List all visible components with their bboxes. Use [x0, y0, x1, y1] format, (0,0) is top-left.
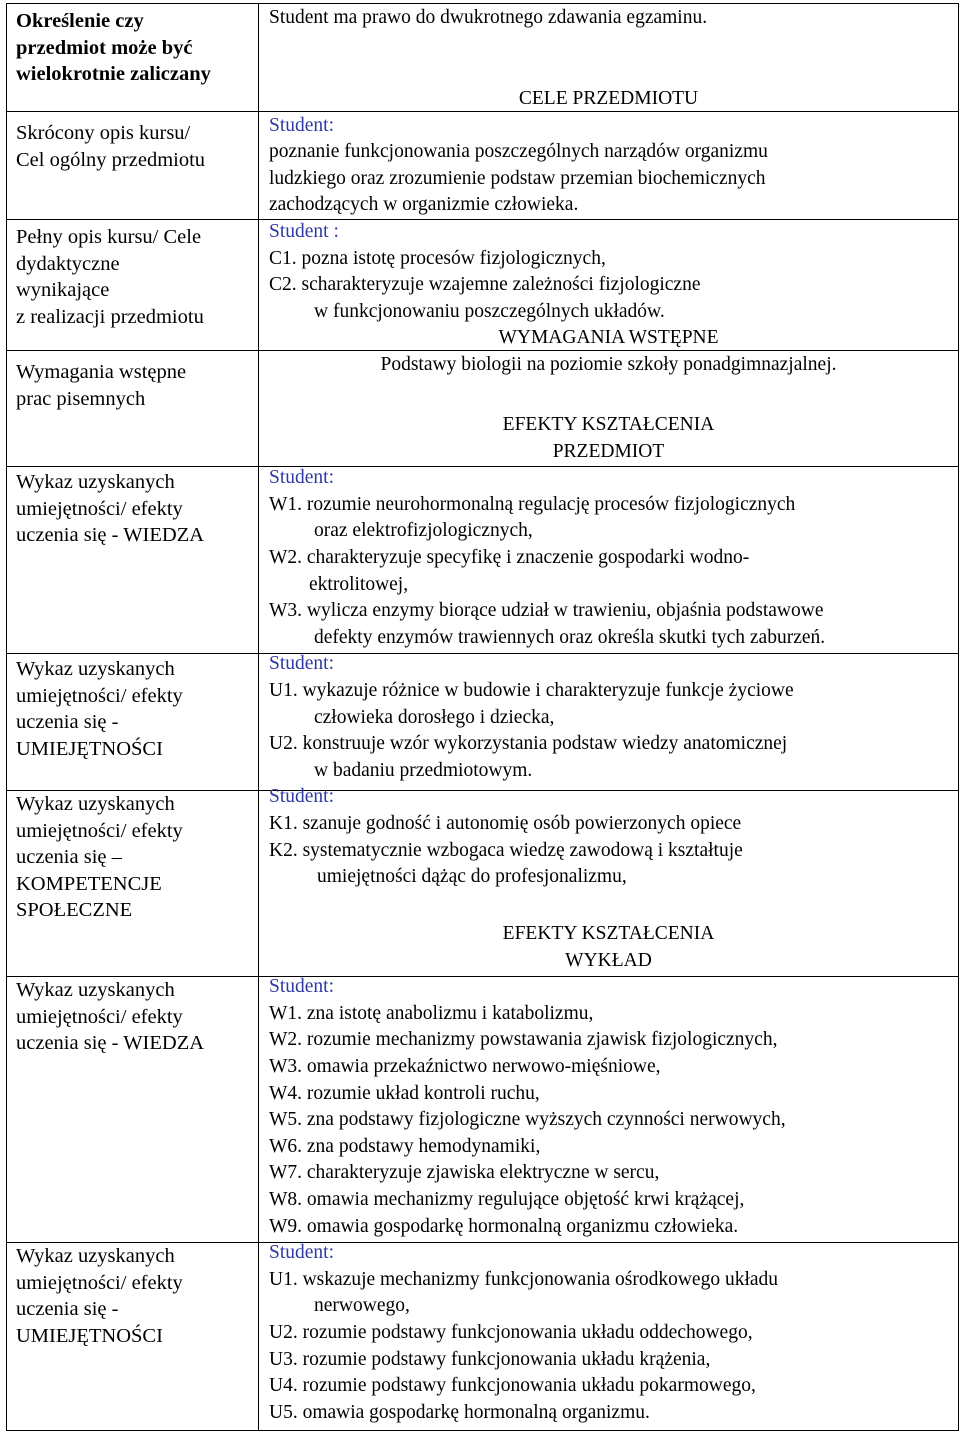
- student-label: Student:: [269, 653, 335, 675]
- outcome-item: K1. szanuje godność i autonomię osób powierzonych opiece: [269, 812, 742, 834]
- outcome-item-continuation: nerwowego,: [314, 1295, 410, 1317]
- student-label: Student:: [269, 976, 335, 998]
- row-label: Pełny opis kursu/ Cele dydaktyczne wynikające z realizacji przedmiotu: [16, 226, 204, 328]
- wymagania-text: Podstawy biologii na poziomie szkoły ponadgimnazjalnej.: [380, 353, 837, 375]
- outcome-item: W6. zna podstawy hemodynamiki,: [269, 1135, 541, 1157]
- goal-item: C1. pozna istotę procesów fizjologicznych,: [269, 247, 606, 269]
- row-label-cell: [7, 4, 259, 111]
- exam-retake-text: Student ma prawo do dwukrotnego zdawania egzaminu.: [269, 7, 708, 28]
- outcome-item: W2. rozumie mechanizmy powstawania zjawisk fizjologicznych,: [269, 1029, 778, 1051]
- outcome-item: W3. omawia przekaźnictwo nerwowo-mięśniowe,: [269, 1055, 661, 1077]
- row-label-cell: [7, 791, 259, 977]
- outcome-item: W1. rozumie neurohormonalną regulację procesów fizjologicznych: [269, 493, 796, 515]
- row-label-cell: [7, 112, 259, 220]
- outcome-item-continuation: w badaniu przedmiotowym.: [314, 759, 533, 781]
- outcome-item: K2. systematycznie wzbogaca wiedzę zawodową i kształtuje: [269, 839, 743, 861]
- row-label: Wykaz uzyskanych umiejętności/ efekty uczenia się - WIEDZA: [16, 979, 205, 1055]
- outcome-item-continuation: ektrolitowej,: [309, 573, 409, 595]
- goal-item-continuation: w funkcjonowaniu poszczególnych układów.: [314, 300, 665, 322]
- cele-text-line: poznanie funkcjonowania poszczególnych narządów organizmu: [269, 141, 768, 163]
- row-label-cell: [7, 220, 259, 351]
- outcome-item: W9. omawia gospodarkę hormonalną organizmu człowieka.: [269, 1215, 739, 1237]
- row-label-cell: [7, 467, 259, 654]
- outcome-item: U1. wykazuje różnice w budowie i charakteryzuje funkcje życiowe: [269, 679, 794, 701]
- outcome-item: W3. wylicza enzymy biorące udział w trawieniu, objaśnia podstawowe: [269, 600, 824, 622]
- row-label: Wymagania wstępne prac pisemnych: [16, 361, 187, 410]
- cele-text-line: zachodzących w organizmie człowieka.: [269, 194, 579, 216]
- row-label: Określenie czy przedmiot może być wielokrotnie zaliczany: [16, 10, 211, 86]
- przedmiot-outcomes: [259, 412, 958, 891]
- outcome-item: W1. zna istotę anabolizmu i katabolizmu,: [269, 1002, 594, 1024]
- row-label-cell: [7, 654, 259, 791]
- student-label: Student :: [269, 220, 339, 242]
- cele-heading: CELE PRZEDMIOTU: [518, 88, 699, 109]
- student-label: Student:: [269, 114, 335, 136]
- efekty-heading: EFEKTY KSZTAŁCENIA: [502, 414, 715, 435]
- student-label: Student:: [269, 467, 335, 489]
- wymagania-heading: WYMAGANIA WSTĘPNE: [498, 327, 719, 349]
- outcome-item-continuation: defekty enzymów trawiennych oraz określa skutki tych zaburzeń.: [314, 626, 826, 648]
- outcome-item: U5. omawia gospodarkę hormonalną organizmu.: [269, 1401, 650, 1423]
- outcome-item: W2. charakteryzuje specyfikę i znaczenie gospodarki wodno-: [269, 546, 750, 568]
- row-label: Wykaz uzyskanych umiejętności/ efekty uczenia się – KOMPETENCJE SPOŁECZNE: [16, 793, 183, 922]
- outcome-item-continuation: umiejętności dążąc do profesjonalizmu,: [317, 866, 627, 888]
- outcome-item: U4. rozumie podstawy funkcjonowania układu pokarmowego,: [269, 1375, 756, 1397]
- wyklad-outcomes: [259, 921, 958, 1426]
- course-description-table: [6, 3, 959, 1431]
- cele-text-line: ludzkiego oraz zrozumienie podstaw przemian biochemicznych: [269, 167, 766, 189]
- goal-item: C2. scharakteryzuje wzajemne zależności fizjologiczne: [269, 274, 701, 296]
- outcome-item: W5. zna podstawy fizjologiczne wyższych czynności nerwowych,: [269, 1109, 786, 1131]
- row-label: Wykaz uzyskanych umiejętności/ efekty uczenia się - UMIEJĘTNOŚCI: [16, 658, 183, 760]
- efekty-heading: EFEKTY KSZTAŁCENIA: [502, 923, 715, 944]
- outcome-item: W7. charakteryzuje zjawiska elektryczne w sercu,: [269, 1162, 660, 1184]
- outcome-item: U1. wskazuje mechanizmy funkcjonowania ośrodkowego układu: [269, 1268, 779, 1290]
- wyklad-heading: WYKŁAD: [565, 949, 652, 971]
- outcome-item: W4. rozumie układ kontroli ruchu,: [269, 1082, 540, 1104]
- row-label: Skrócony opis kursu/ Cel ogólny przedmiotu: [16, 122, 206, 171]
- outcome-item: W8. omawia mechanizmy regulujące objętość krwi krążącej,: [269, 1188, 745, 1210]
- przedmiot-heading: PRZEDMIOT: [552, 440, 665, 462]
- row-label-cell: [7, 977, 259, 1243]
- row-label-cell: [7, 1243, 259, 1431]
- student-label: Student:: [269, 1242, 335, 1264]
- outcome-item: U2. rozumie podstawy funkcjonowania układu oddechowego,: [269, 1321, 753, 1343]
- outcome-item-continuation: człowieka dorosłego i dziecka,: [314, 706, 555, 728]
- outcome-item: U2. konstruuje wzór wykorzystania podstaw wiedzy anatomicznej: [269, 733, 788, 755]
- course-content-column: [259, 86, 958, 379]
- outcome-item: U3. rozumie podstawy funkcjonowania układu krążenia,: [269, 1348, 711, 1370]
- row-label: Wykaz uzyskanych umiejętności/ efekty uczenia się - WIEDZA: [16, 471, 205, 547]
- student-label: Student:: [269, 786, 335, 808]
- row-label: Wykaz uzyskanych umiejętności/ efekty uczenia się - UMIEJĘTNOŚCI: [16, 1245, 183, 1347]
- outcome-item-continuation: oraz elektrofizjologicznych,: [314, 520, 533, 542]
- row-label-cell: [7, 351, 259, 467]
